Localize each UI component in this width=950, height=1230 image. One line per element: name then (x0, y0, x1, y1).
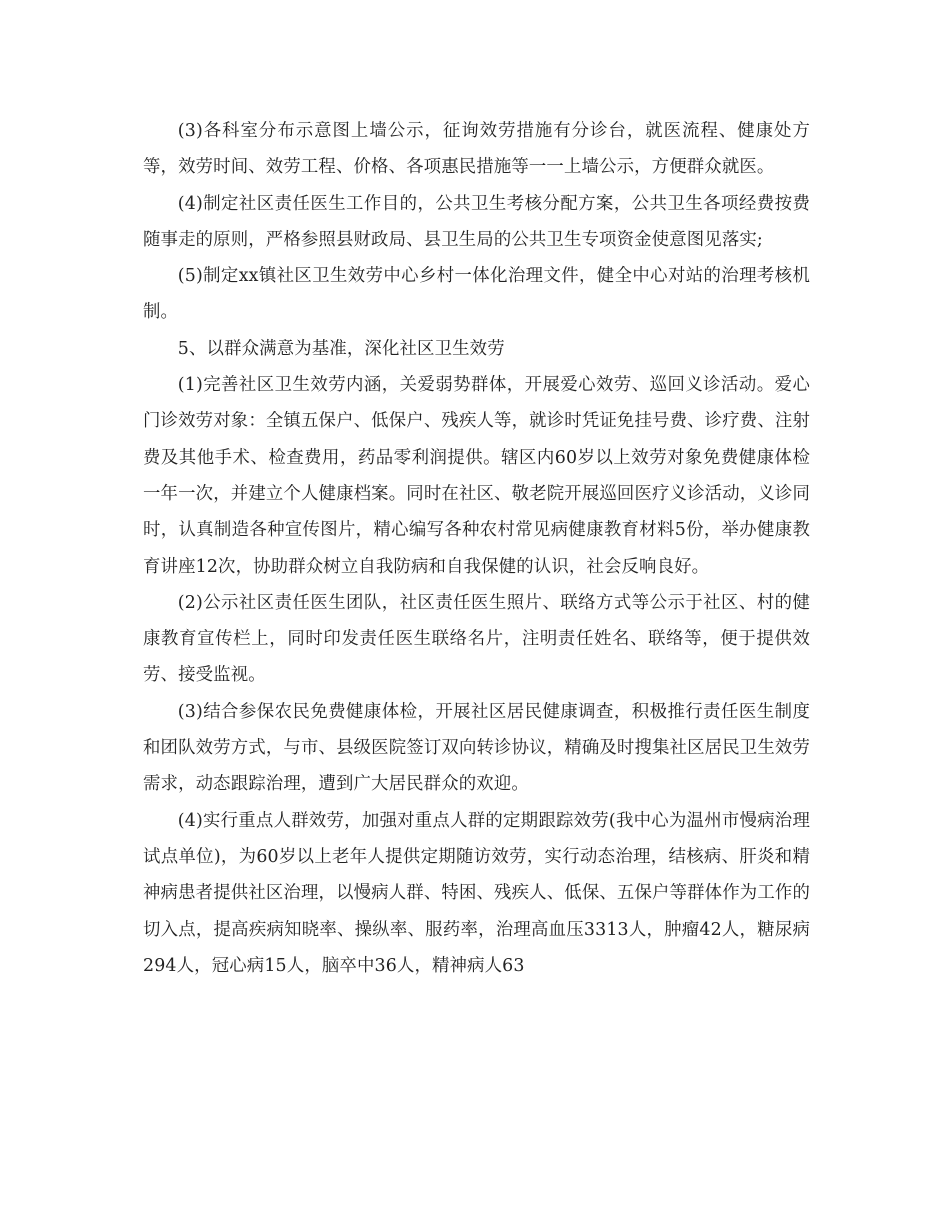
paragraph-item-4-key-groups: (4)实行重点人群效劳，加强对重点人群的定期跟踪效劳(我中心为温州市慢病治理试点单位)，为60岁以上老年人提供定期随访效劳，实行动态治理，结核病、肝炎和精神病患者提供社区治理，以慢病人群、特困、残疾人、低保、五保户等群体作为工作的切入点，提高疾病知晓率、操纵率、服药率，治理高血压3313人，肿瘤42人，糖尿病294人，冠心病15人，脑卒中36人，精神病人63 (143, 810, 810, 976)
paragraph-item-4-goals: (4)制定社区责任医生工作目的，公共卫生考核分配方案，公共卫生各项经费按费随事走的原则，严格参照县财政局、县卫生局的公共卫生专项资金使意图见落实; (143, 193, 810, 250)
paragraph-item-2-doctor-team: (2)公示社区责任医生团队，社区责任医生照片、联络方式等公示于社区、村的健康教育宣传栏上，同时印发责任医生联络名片，注明责任姓名、联络等，便于提供效劳、接受监视。 (143, 592, 810, 686)
paragraph-item-1-care-service: (1)完善社区卫生效劳内涵，关爱弱势群体，开展爱心效劳、巡回义诊活动。爱心门诊效劳对象：全镇五保户、低保户、残疾人等，就诊时凭证免挂号费、诊疗费、注射费及其他手术、检查费用，药品零利润提供。辖区内60岁以上效劳对象免费健康体检一年一次，并建立个人健康档案。同时在社区、敬老院开展巡回医疗义诊活动，义诊同时，认真制造各种宣传图片，精心编写各种农村常见病健康教育材料5份，举办健康教育讲座12次，协助群众树立自我防病和自我保健的认识，社会反响良好。 (143, 375, 810, 577)
paragraph-item-3-notice: (3)各科室分布示意图上墙公示，征询效劳措施有分诊台，就医流程、健康处方等，效劳时间、效劳工程、价格、各项惠民措施等一一上墙公示，方便群众就医。 (143, 121, 810, 178)
paragraph-item-5-integration: (5)制定xx镇社区卫生效劳中心乡村一体化治理文件，健全中心对站的治理考核机制。 (143, 266, 810, 323)
paragraph-item-3-health-survey: (3)结合参保农民免费健康体检，开展社区居民健康调查，积极推行责任医生制度和团队效劳方式，与市、县级医院签订双向转诊协议，精确及时搜集社区居民卫生效劳需求，动态跟踪治理，遭到广大居民群众的欢迎。 (143, 701, 810, 795)
document-body (143, 113, 810, 984)
section-heading-5: 5、以群众满意为基准，深化社区卫生效劳 (177, 338, 505, 359)
